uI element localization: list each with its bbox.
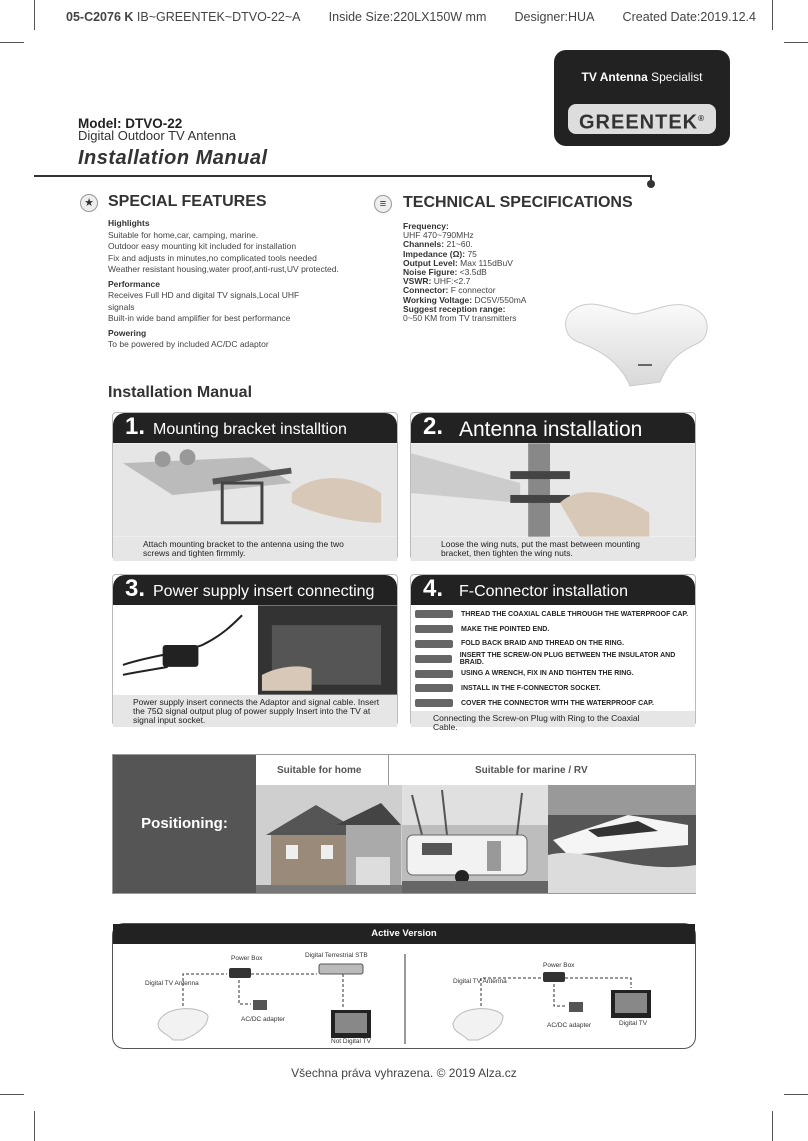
diagram-label: Digital TV Antenna xyxy=(453,978,507,985)
spec-value: 21~60. xyxy=(444,239,473,250)
antenna-image xyxy=(560,292,710,392)
spec-label: Impedance (Ω): xyxy=(403,248,466,259)
spec-label: Output Level: xyxy=(403,257,458,268)
brand-box xyxy=(554,50,730,146)
house-photo xyxy=(256,785,402,893)
tagline-bold: TV Antenna xyxy=(581,70,648,84)
highlight-item: Weather resistant housing,water proof,anti-rust,UV protected. xyxy=(108,264,339,274)
step-item xyxy=(415,696,693,711)
tagline-rest: Specialist xyxy=(647,70,703,84)
crop-mark xyxy=(772,0,773,30)
spec-label: Frequency: xyxy=(403,221,449,231)
manual-title: Installation Manual xyxy=(78,147,268,169)
designer: Designer:HUA xyxy=(514,10,595,24)
logo-text: GREENTEK xyxy=(578,111,699,134)
panel-title: F-Connector installation xyxy=(459,583,628,600)
step-item xyxy=(415,681,693,696)
performance-heading: Performance xyxy=(108,278,160,289)
specs-title: TECHNICAL SPECIFICATIONS xyxy=(403,194,633,211)
crop-mark xyxy=(34,1111,35,1141)
specs-list xyxy=(403,222,563,323)
step-text: FOLD BACK BRAID AND THREAD ON THE RING. xyxy=(461,640,625,648)
step-number: 2. xyxy=(423,413,444,440)
highlight-item: Suitable for home,car, camping, marine. xyxy=(108,229,259,240)
greentek-logo xyxy=(568,104,716,134)
panel-header xyxy=(113,575,397,605)
cable-icon xyxy=(415,640,453,648)
power-insert-photo xyxy=(113,605,397,695)
step-number: 3. xyxy=(125,575,146,602)
step-item xyxy=(415,666,693,681)
crop-mark xyxy=(772,1111,773,1141)
inside-size: Inside Size:220LX150W mm xyxy=(328,10,487,24)
step-item xyxy=(415,651,693,666)
cable-icon xyxy=(415,610,453,618)
copyright-footer: Všechna práva vyhrazena. © 2019 Alza.cz xyxy=(291,1066,517,1080)
performance-item: Built-in wide band amplifier for best performance xyxy=(108,313,291,323)
panel-mounting-bracket xyxy=(112,412,398,560)
highlight-item: Outdoor easy mounting kit included for installation xyxy=(108,241,297,251)
step-text: USING A WRENCH, FIX IN AND TIGHTEN THE RING. xyxy=(461,670,634,678)
spec-label: Suggest reception range: xyxy=(403,303,506,314)
spec-value: 0~50 KM from TV transmitters xyxy=(403,313,517,324)
spec-value: DC5V/550mA xyxy=(472,294,527,305)
step-text: COVER THE CONNECTOR WITH THE WATERPROOF CAP. xyxy=(461,699,654,707)
active-version-diagram xyxy=(112,923,696,1049)
installation-title: Installation Manual xyxy=(108,384,253,401)
caravan-photo xyxy=(402,785,548,893)
step-text: INSTALL IN THE F-CONNECTOR SOCKET. xyxy=(461,684,601,692)
positioning-section xyxy=(112,754,696,894)
panel-antenna-installation xyxy=(410,412,696,560)
job-ib: IB~GREENTEK~DTVO-22~A xyxy=(136,10,301,24)
cable-icon xyxy=(415,655,452,663)
spec-label: Noise Figure: xyxy=(403,267,458,278)
list-icon: ≡ xyxy=(374,195,392,213)
positioning-label-box xyxy=(113,755,256,893)
spec-value: UHF 470~790MHz xyxy=(403,230,474,241)
diagram-label: AC/DC adapter xyxy=(241,1016,286,1023)
connection-diagram xyxy=(113,944,697,1050)
panel-caption: Connecting the Screw-on Plug with Ring to the Coaxial Cable. xyxy=(411,711,695,727)
job-k: K xyxy=(124,10,134,24)
diagram-label: AC/DC adapter xyxy=(547,1022,592,1029)
step-item xyxy=(415,637,693,652)
spec-value: UHF:<2.7 xyxy=(431,276,471,287)
crop-mark xyxy=(784,1094,808,1095)
header-divider xyxy=(388,755,389,785)
star-icon: ★ xyxy=(80,194,98,212)
diagram-label: Not Digital TV xyxy=(331,1038,371,1045)
positioning-label: Positioning: xyxy=(141,815,228,832)
cable-icon xyxy=(415,670,453,678)
highlights-heading: Highlights xyxy=(108,218,150,228)
home-label: Suitable for home xyxy=(277,765,362,776)
panel-caption: Attach mounting bracket to the antenna using the two screws and tighten firmmly. xyxy=(113,537,397,561)
diagram-label: Digital TV xyxy=(619,1020,648,1027)
step-number: 1. xyxy=(125,413,146,440)
cable-icon xyxy=(415,625,453,633)
divider xyxy=(34,175,652,177)
performance-item: Receives Full HD and digital TV signals,Local UHF signals xyxy=(108,290,300,312)
spec-label: Channels: xyxy=(403,239,445,250)
spec-label: VSWR: xyxy=(403,276,432,287)
step-item xyxy=(415,607,693,622)
cable-icon xyxy=(415,684,453,692)
diagram-label: Power Box xyxy=(231,955,263,962)
panel-title: Mounting bracket installtion xyxy=(153,421,347,438)
step-text: MAKE THE POINTED END. xyxy=(461,625,550,633)
crop-mark xyxy=(0,1094,24,1095)
panel-f-connector xyxy=(410,574,696,732)
powering-heading: Powering xyxy=(108,327,147,338)
features-title: SPECIAL FEATURES xyxy=(108,193,267,210)
panel-header xyxy=(411,575,695,605)
spec-value: <3.5dB xyxy=(457,267,487,278)
brand-tagline xyxy=(554,70,730,84)
step-item xyxy=(415,622,693,637)
crop-mark xyxy=(34,0,35,30)
connector-steps xyxy=(415,607,693,711)
product-subtitle: Digital Outdoor TV Antenna xyxy=(78,128,237,143)
model-name: Model: DTVO-22 xyxy=(78,116,183,131)
active-title: Active Version xyxy=(113,924,695,944)
crop-mark xyxy=(784,42,808,43)
spec-label: Working Voltage: xyxy=(403,294,473,305)
registered-mark: ® xyxy=(698,114,706,123)
panel-power-supply xyxy=(112,574,398,726)
marine-label: Suitable for marine / RV xyxy=(475,765,588,776)
divider-dot xyxy=(647,180,655,188)
powering-item: To be powered by included AC/DC adaptor xyxy=(108,339,269,349)
spec-label: Connector: xyxy=(403,285,449,296)
print-header xyxy=(66,10,756,24)
step-text: INSERT THE SCREW-ON PLUG BETWEEN THE INSULATOR AND BRAID. xyxy=(459,651,676,666)
spec-value: Max 115dBuV xyxy=(457,257,513,268)
features-list xyxy=(108,218,368,351)
step-number: 4. xyxy=(423,575,444,602)
step-text: THREAD THE COAXIAL CABLE THROUGH THE WATERPROOF CAP. xyxy=(461,610,689,618)
panel-title: Antenna installation xyxy=(459,418,643,441)
spec-value: F connector xyxy=(448,285,496,296)
cable-icon xyxy=(415,699,453,707)
panel-header xyxy=(411,413,695,443)
spec-value: 75 xyxy=(465,248,477,259)
diagram-label: Digital TV Antenna xyxy=(145,980,199,987)
bracket-photo xyxy=(113,443,397,537)
highlight-item: Fix and adjusts in minutes,no complicated tools needed xyxy=(108,252,317,263)
created-date: Created Date:2019.12.4 xyxy=(622,10,756,24)
job-code: 05-C2076 xyxy=(66,10,121,24)
panel-title: Power supply insert connecting xyxy=(153,583,375,600)
diagram-label: Power Box xyxy=(543,962,575,969)
panel-header xyxy=(113,413,397,443)
crop-mark xyxy=(0,42,24,43)
boat-photo xyxy=(548,785,696,893)
panel-caption: Power supply insert connects the Adaptor and signal cable. Insert the 75Ω signal output plug of power supply Insert into the TV at signal input socket. xyxy=(113,695,397,727)
panel-caption: Loose the wing nuts, put the mast between mounting bracket, then tighten the wing nuts. xyxy=(411,537,695,561)
mast-photo xyxy=(411,443,695,537)
diagram-label: Digital Terrestrial STB xyxy=(305,952,368,959)
